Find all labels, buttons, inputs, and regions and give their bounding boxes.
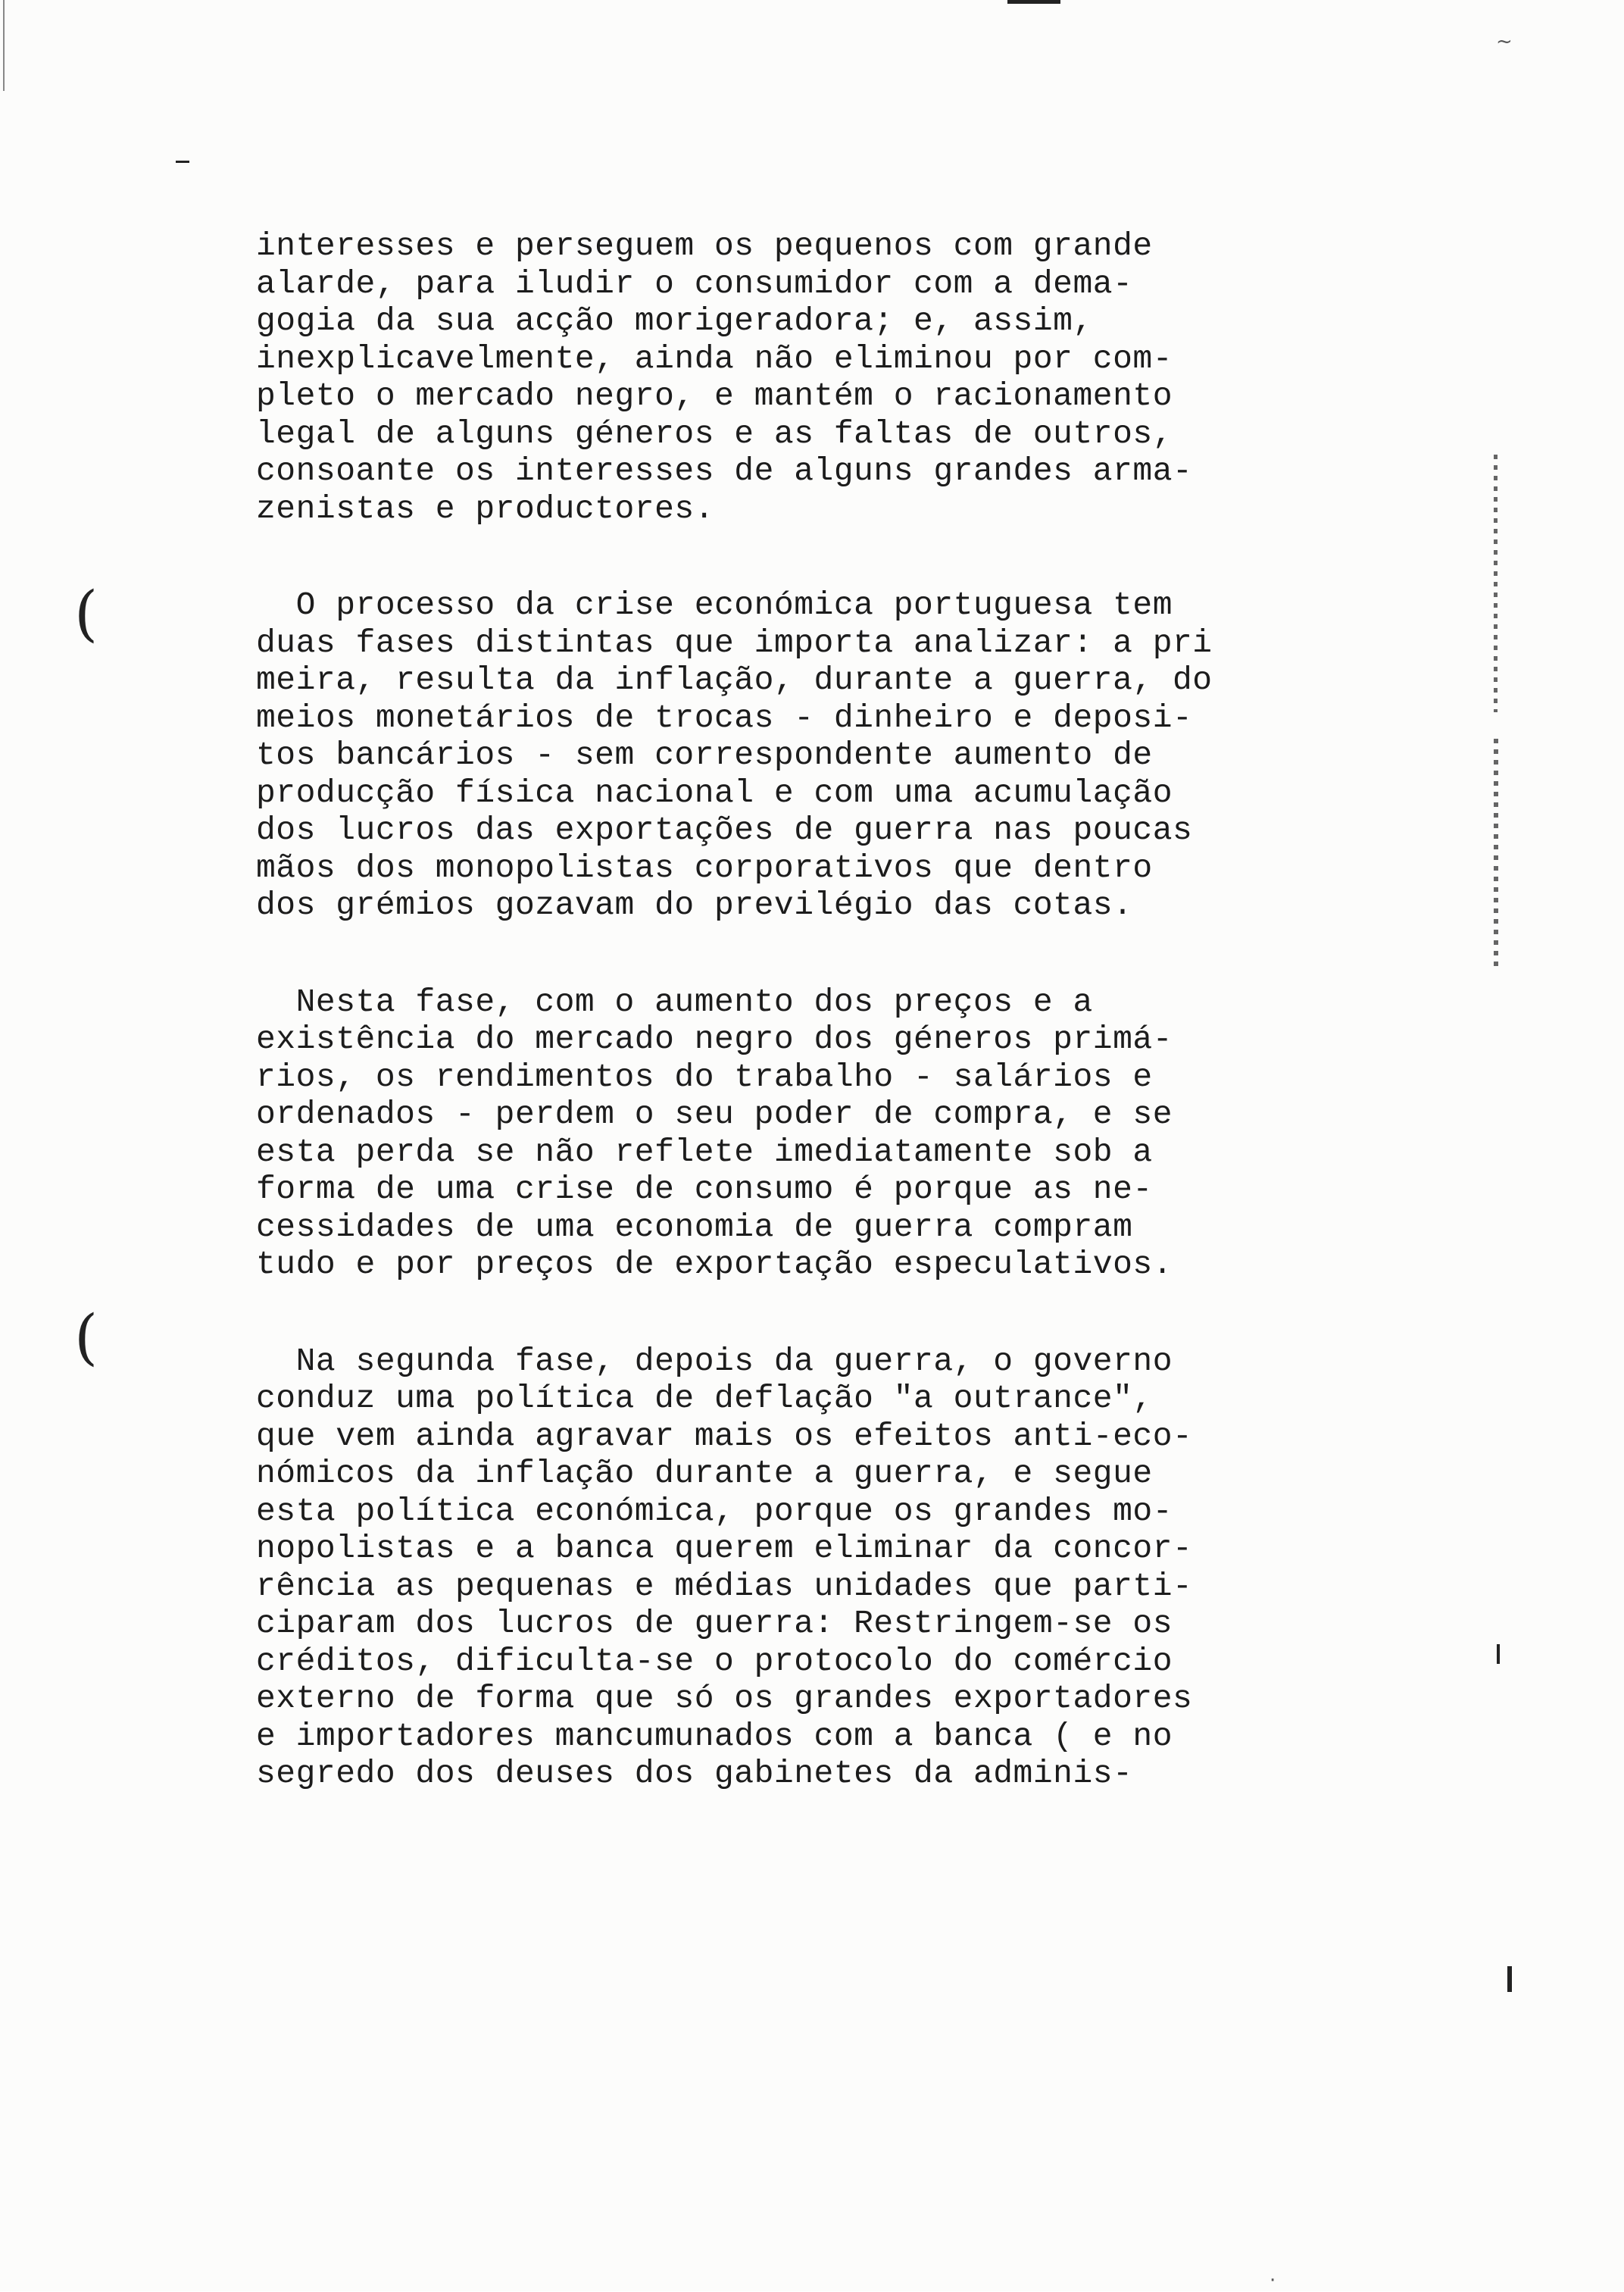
text-line: nopolistas e a banca querem eliminar da concor-: [256, 1530, 1193, 1567]
text-line: que vem ainda agravar mais os efeitos anti-eco-: [256, 1417, 1193, 1455]
text-line: existência do mercado negro dos géneros primá-: [256, 1021, 1173, 1058]
text-line: e importadores mancumunados com a banca ( e no: [256, 1717, 1173, 1755]
text-line: producção física nacional e com uma acumulação: [256, 774, 1173, 811]
text-line: meira, resulta da inflação, durante a guerra, do: [256, 661, 1213, 699]
text-line: esta perda se não reflete imediatamente sob a: [256, 1133, 1153, 1171]
bottom-speck: ·: [1270, 2269, 1276, 2292]
right-margin-stripe-middle: [1494, 739, 1498, 966]
text-line: meios monetários de trocas - dinheiro e deposi-: [256, 699, 1193, 736]
paragraph-4: [256, 1343, 1347, 1793]
text-line: legal de alguns géneros e as faltas de outros,: [256, 414, 1173, 452]
paragraph-2: [256, 586, 1347, 924]
text-line: cessidades de uma economia de guerra compram: [256, 1208, 1133, 1246]
top-right-speck: ~: [1496, 30, 1513, 53]
text-line: segredo dos deuses dos gabinetes da adminis-: [256, 1755, 1133, 1792]
typed-text-body: [256, 227, 1347, 1852]
text-line: tos bancários - sem correspondente aumento de: [256, 736, 1153, 774]
text-line: esta política económica, porque os grandes mo-: [256, 1492, 1173, 1530]
text-line: ciparam dos lucros de guerra: Restringem-se os: [256, 1605, 1173, 1642]
text-line: ordenados - perdem o seu poder de compra, e se: [256, 1096, 1173, 1133]
text-line: alarde, para iludir o consumidor com a dema-: [256, 264, 1133, 302]
left-margin-dash: [176, 161, 189, 163]
right-margin-tick-low: [1497, 1644, 1500, 1664]
text-line: conduz uma política de deflação "a outrance",: [256, 1380, 1153, 1417]
text-line: O processo da crise económica portuguesa tem: [256, 586, 1173, 624]
text-line: tudo e por preços de exportação especulativos.: [256, 1246, 1173, 1283]
text-line: Nesta fase, com o aumento dos preços e a: [256, 983, 1093, 1021]
text-line: gogia da sua acção morigeradora; e, assim,: [256, 302, 1093, 339]
text-line: créditos, dificulta-se o protocolo do comércio: [256, 1642, 1173, 1680]
text-line: interesses e perseguem os pequenos com grande: [256, 227, 1153, 264]
left-punch-mark-upper: (: [74, 578, 98, 649]
text-line: externo de forma que só os grandes exportadores: [256, 1680, 1193, 1717]
text-line: Na segunda fase, depois da guerra, o governo: [256, 1342, 1173, 1380]
paragraph-3: [256, 983, 1347, 1284]
left-punch-mark-lower: (: [74, 1302, 98, 1372]
right-margin-stripe-upper: [1494, 455, 1498, 712]
text-line: consoante os interesses de alguns grandes arma-: [256, 452, 1193, 489]
text-line: dos lucros das exportações de guerra nas poucas: [256, 811, 1193, 849]
text-line: nómicos da inflação durante a guerra, e segue: [256, 1455, 1153, 1492]
text-line: dos grémios gozavam do previlégio das cotas.: [256, 886, 1133, 924]
text-line: zenistas e productores.: [256, 489, 714, 527]
top-edge-mark: [1007, 0, 1060, 4]
text-line: rios, os rendimentos do trabalho - salários e: [256, 1058, 1153, 1096]
text-line: pleto o mercado negro, e mantém o racionamento: [256, 377, 1173, 414]
text-line: forma de uma crise de consumo é porque as ne-: [256, 1171, 1153, 1208]
text-line: mãos dos monopolistas corporativos que dentro: [256, 849, 1153, 886]
text-line: duas fases distintas que importa analizar: a pri: [256, 624, 1213, 661]
text-line: rência as pequenas e médias unidades que parti-: [256, 1567, 1193, 1605]
paragraph-1: [256, 227, 1347, 527]
right-margin-tick-bottom: [1507, 1966, 1512, 1992]
text-line: inexplicavelmente, ainda não eliminou por com-: [256, 339, 1173, 377]
left-edge-line: [3, 0, 5, 91]
